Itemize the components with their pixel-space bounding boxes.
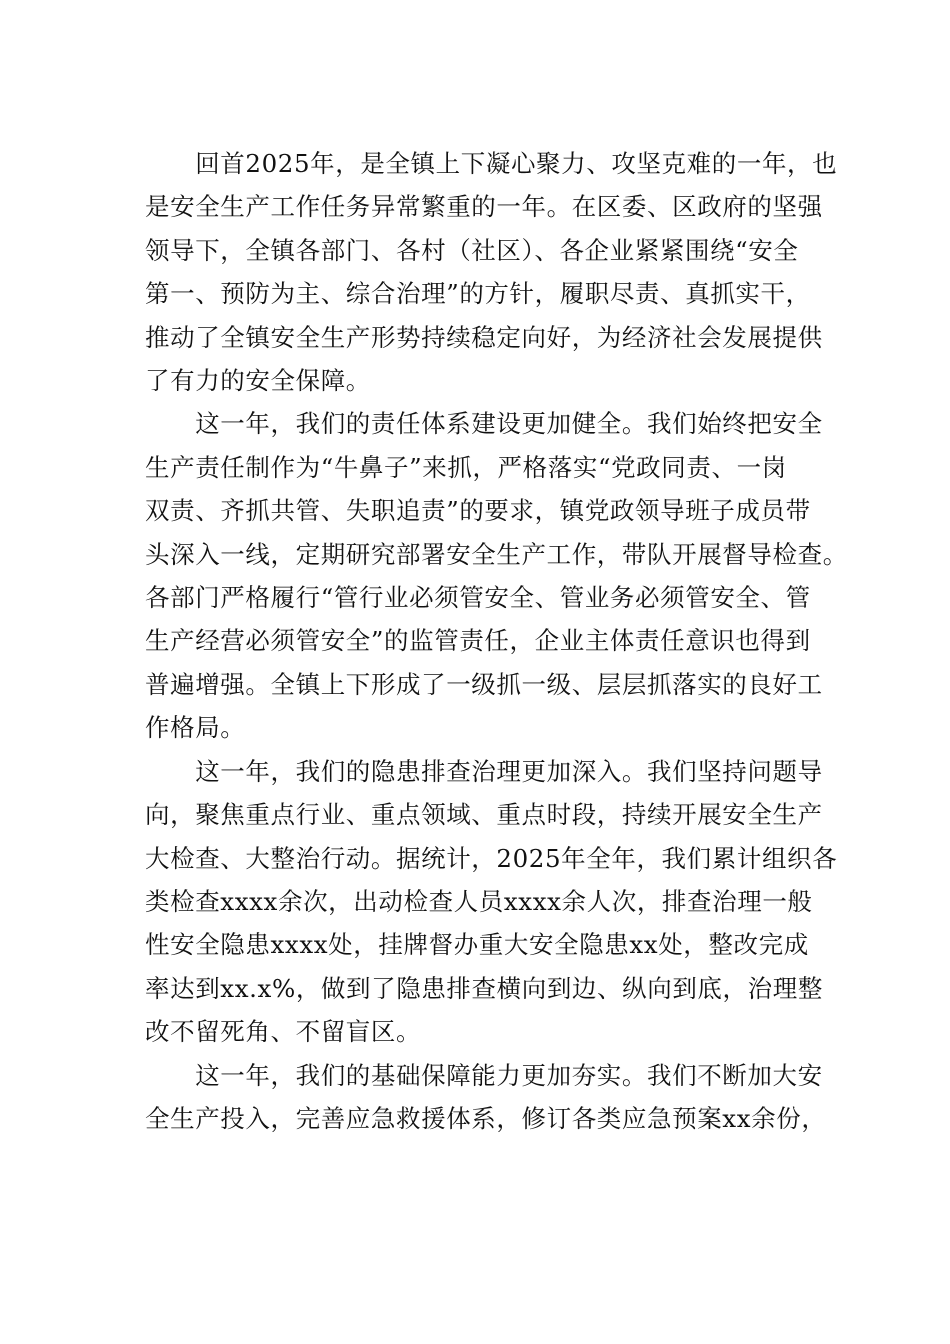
text-line: 这一年，我们的基础保障能力更加夯实。我们不断加大安 [145, 1060, 823, 1090]
text-line: 生产责任制作为“牛鼻子”来抓，严格落实“党政同责、一岗 [145, 452, 787, 482]
paragraph-hazard-inspection [145, 750, 845, 1054]
document-body [145, 142, 848, 1140]
text-line: 这一年，我们的隐患排查治理更加深入。我们坚持问题导 [145, 756, 823, 786]
paragraph-responsibility-system [145, 402, 848, 749]
text-line: 第一、预防为主、综合治理”的方针，履职尽责、真抓实干， [145, 279, 811, 309]
text-line: 各部门严格履行“管行业必须管安全、管业务必须管安全、管 [145, 583, 811, 613]
text-line: 率达到xx.x%，做到了隐患排查横向到边、纵向到底，治理整 [145, 973, 823, 1003]
text-line: 全生产投入，完善应急救援体系，修订各类应急预案xx余份， [145, 1103, 827, 1133]
text-line: 回首2025年，是全镇上下凝心聚力、攻坚克难的一年，也 [145, 149, 838, 178]
text-line: 作格局。 [145, 713, 246, 743]
text-line: 双责、齐抓共管、失职追责”的要求，镇党政领导班子成员带 [145, 496, 811, 526]
text-line: 性安全隐患xxxx处，挂牌督办重大安全隐患xx处，整改完成 [145, 930, 809, 960]
paragraph-review-2025 [145, 142, 845, 402]
text-line: 头深入一线，定期研究部署安全生产工作，带队开展督导检查。 [145, 539, 848, 569]
text-line: 了有力的安全保障。 [145, 366, 371, 396]
text-line: 是安全生产工作任务异常繁重的一年。在区委、区政府的坚强 [145, 192, 823, 222]
paragraph-basic-support [145, 1054, 845, 1141]
text-line: 普遍增强。全镇上下形成了一级抓一级、层层抓落实的良好工 [145, 669, 823, 699]
text-line: 领导下，全镇各部门、各村（社区）、各企业紧紧围绕“安全 [145, 235, 799, 265]
text-line: 改不留死角、不留盲区。 [145, 1017, 422, 1047]
text-line: 推动了全镇安全生产形势持续稳定向好，为经济社会发展提供 [145, 322, 823, 352]
text-line: 这一年，我们的责任体系建设更加健全。我们始终把安全 [145, 409, 823, 439]
text-line: 生产经营必须管安全”的监管责任，企业主体责任意识也得到 [145, 626, 811, 656]
text-line: 大检查、大整治行动。据统计，2025年全年，我们累计组织各 [145, 843, 838, 873]
text-line: 类检查xxxx余次，出动检查人员xxxx余人次，排查治理一般 [145, 886, 813, 916]
text-line: 向，聚焦重点行业、重点领域、重点时段，持续开展安全生产 [145, 800, 823, 830]
